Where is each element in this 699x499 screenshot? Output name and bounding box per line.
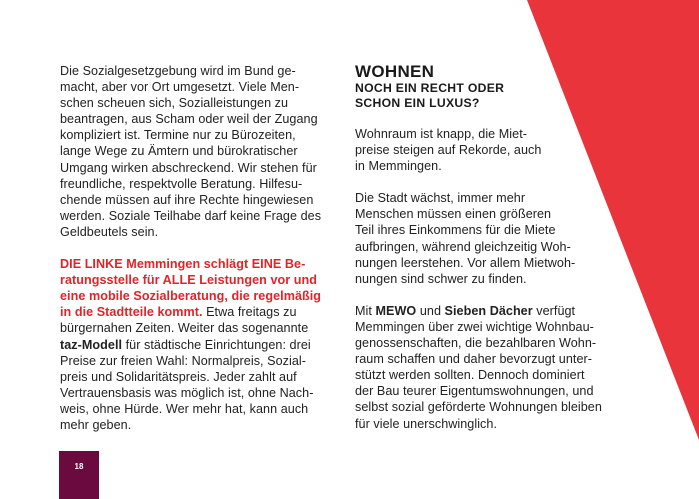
housing-intro-paragraph: Wohnraum ist knapp, die Miet- preise steigen auf Rekorde, auch in Memmingen. [355,127,542,174]
left-column [60,63,348,433]
page-number: 18 [74,462,84,471]
mewo-term: MEWO [375,303,417,318]
section-subheading: NOCH EIN RECHT ODER SCHON EIN LUXUS? [355,81,505,110]
proposal-highlight: DIE LINKE Memmingen schlägt EINE Be- ratungsstelle für ALLE Leistungen vor und eine mobile Sozialberatung, die regelmäßig in die Stadtteile kommt. [60,257,322,320]
social-law-paragraph: Die Sozialgesetzgebung wird im Bund ge- macht, aber vor Ort umgesetzt. Viele Men- schen scheuen sich, Sozialleistungen zu beantragen, aus Scham oder weil der Zugang kompliziert ist. Termine nur zu Bürozeiten, lange Wege zu Ämtern und bürokratischer Umgang wirken abschreckend. Wir stehen für freundliche, respektvolle Beratung. Hilfesu- chende müssen auf ihre Rechte hingewiesen werden. Soziale Teilhabe darf keine Frage des Geldbeutels sein. [60,64,322,239]
cooperatives-paragraph: Mit MEWO und Sieben Dächer verfügt Memmingen über zwei wichtige Wohnbau- genossenschaften, die bezahlbaren Wohn- raum schaffen und daher bevorzugt unter- stützt werden sollten. Dennoch dominiert der Bau teurer Eigentumswohnungen, und selbst sozial geförderte Wohnungen bleiben für viele unerschwinglich. [355,303,602,431]
city-growth-paragraph: Die Stadt wächst, immer mehr Menschen müssen einen größeren Teil ihres Einkommens für die Miete aufbringen, während gleichzeitig Woh- nungen leerstehen. Vor allem Mietwoh- nungen sind schwer zu finden. [355,191,576,286]
proposal-paragraph: DIE LINKE Memmingen schlägt EINE Be- ratungsstelle für ALLE Leistungen vor und eine mobile Sozialberatung, die regelmäßig in die Stadtteile kommt. Etwa freitags zu bürgernahen Zeiten. Weiter das sogenannte taz-Modell für städtische Einrichtungen: drei Preise zur freien Wahl: Normalpreis, Sozial- preis und Solidaritätspreis. Jeder zahlt auf Vertrauensbasis was möglich ist, ohne Nach- weis, ohne Hürde. Wer mehr hat, kann auch mehr geben. [60,257,322,432]
page-number-box [59,451,99,499]
sieben-daecher-term: Sieben Dächer [444,303,533,318]
section-heading: WOHNEN [355,62,435,81]
right-column [355,63,640,432]
taz-model-term: taz-Modell [60,337,123,352]
